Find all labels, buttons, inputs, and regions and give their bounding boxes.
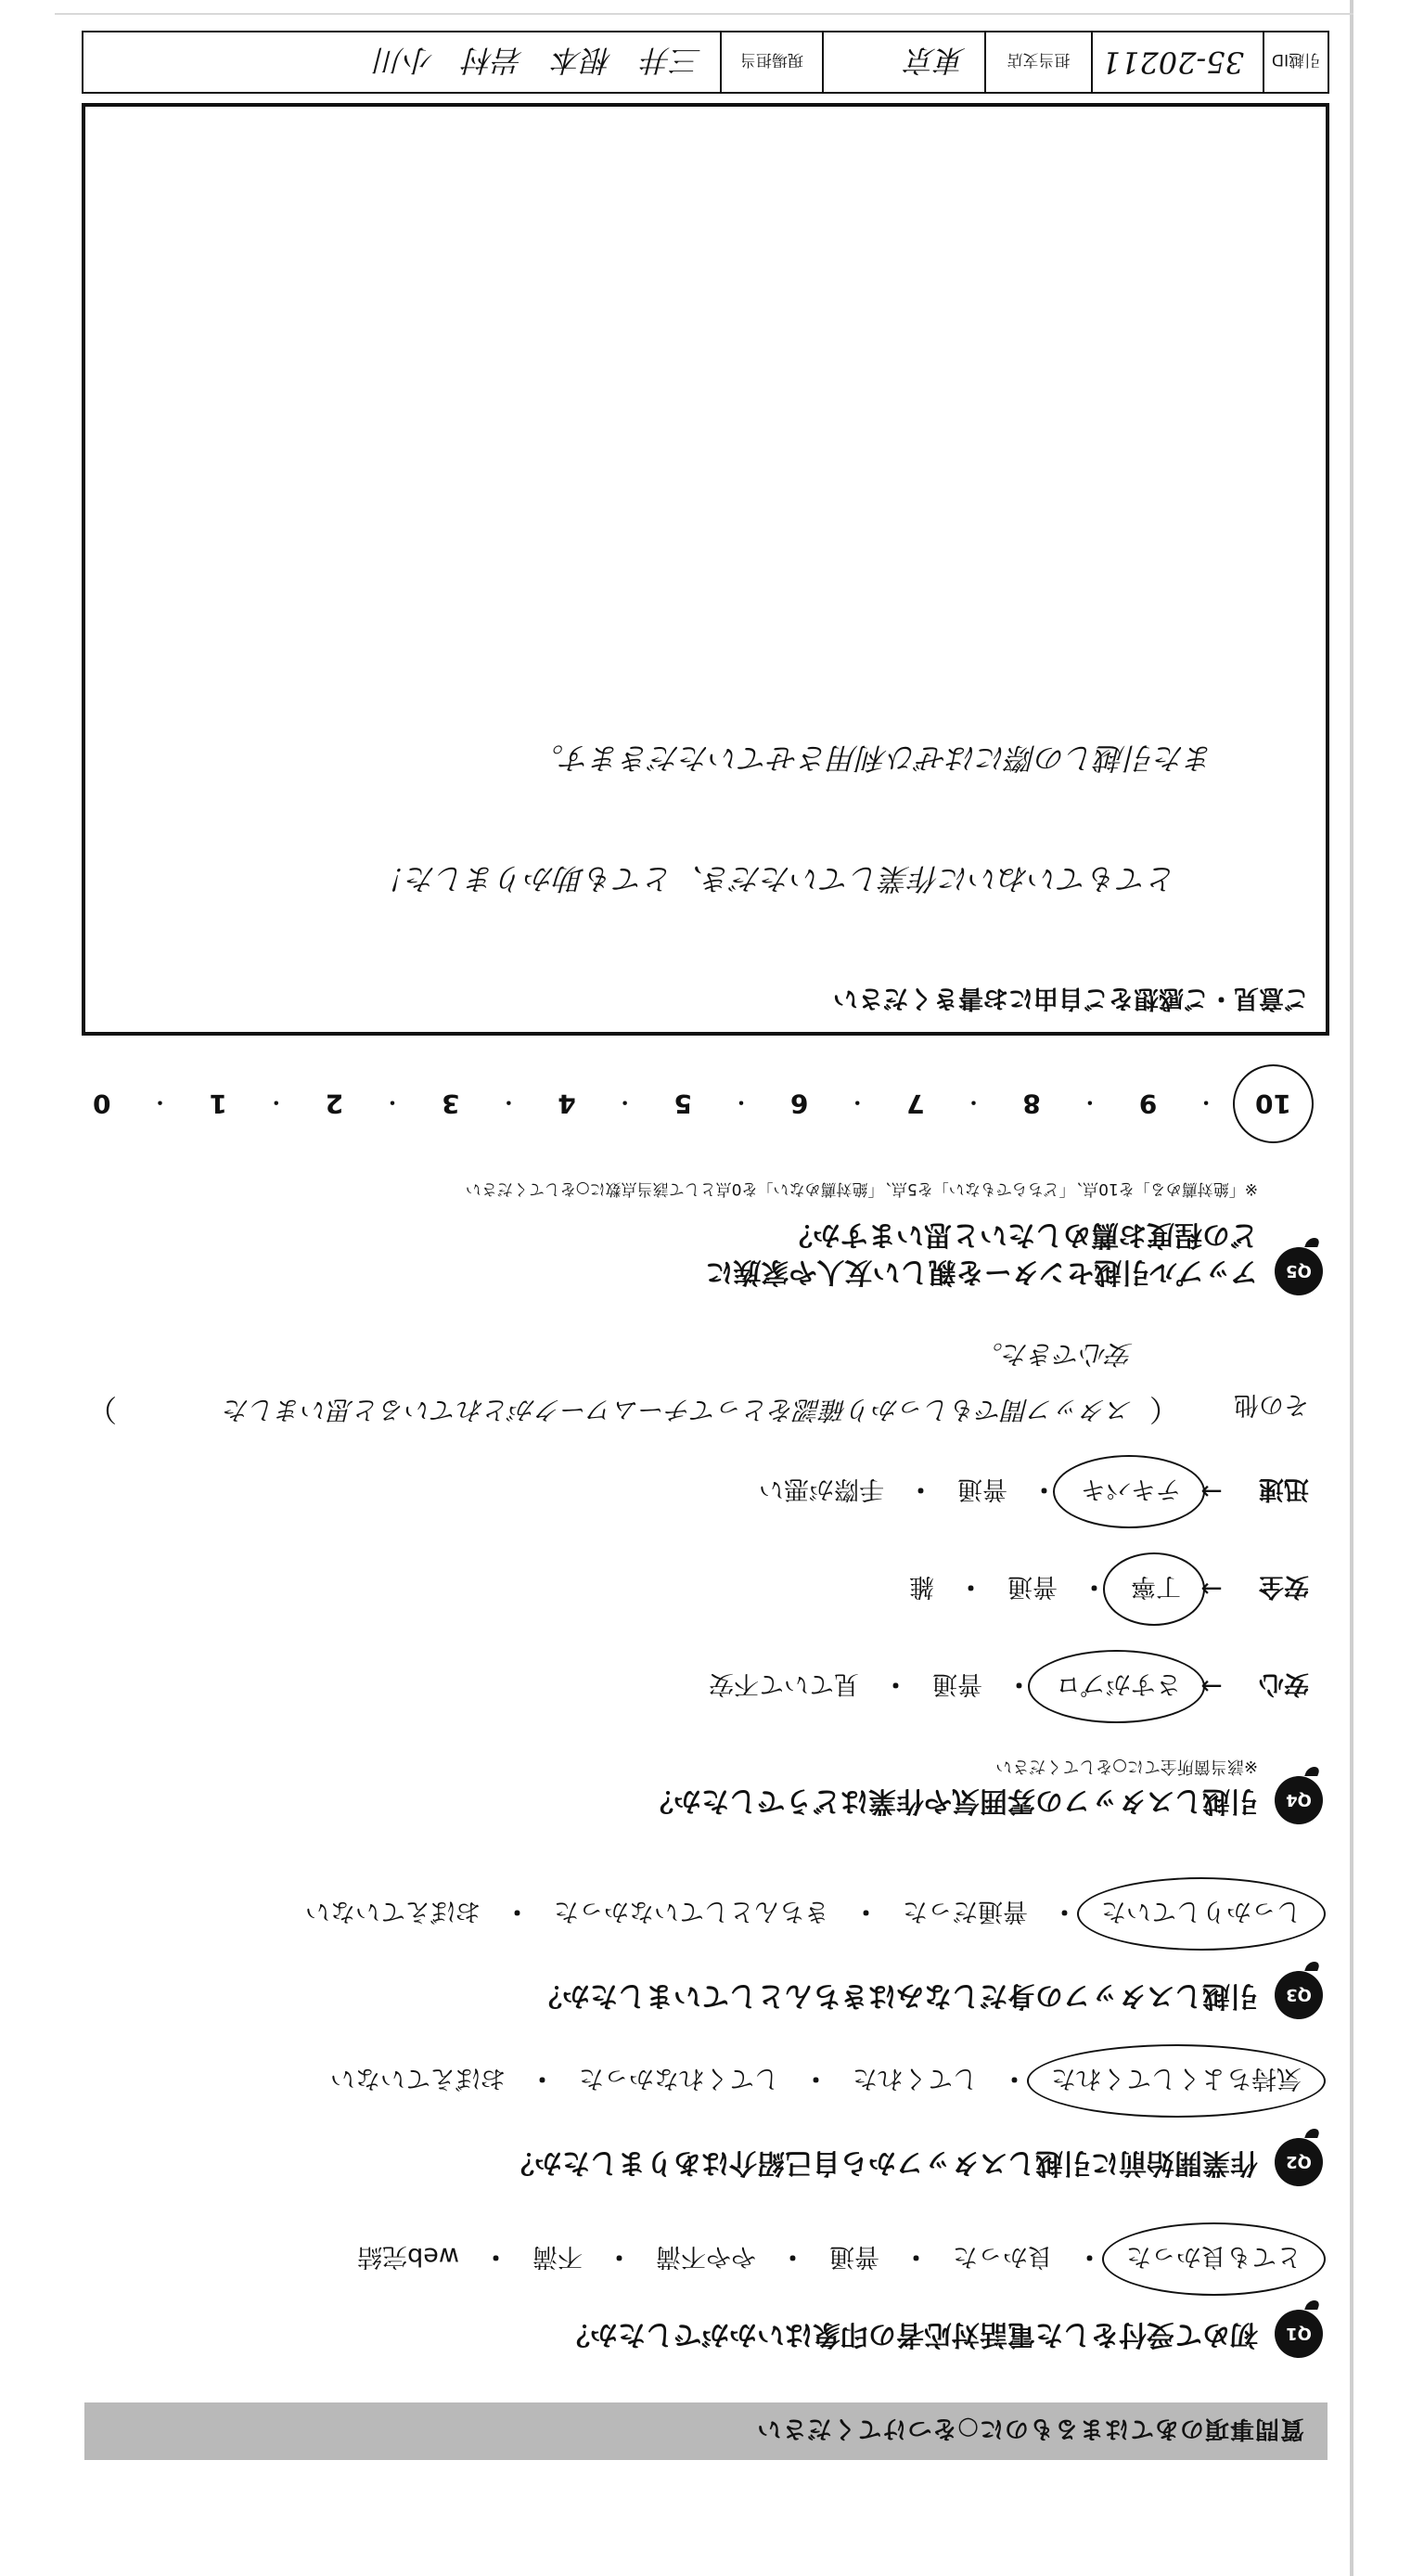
branch-value: 東京 xyxy=(822,32,984,92)
rating-4[interactable]: 4 xyxy=(558,1088,576,1119)
q5-badge: Q5 xyxy=(1275,1247,1323,1295)
rating-5[interactable]: 5 xyxy=(673,1088,693,1119)
q3-option-dont-remember[interactable]: おぼえていない xyxy=(305,1897,481,1926)
comments-handwritten-line-1: とてもていねいに作業していただき、とても助かりました！ xyxy=(377,861,1177,896)
q4-row-label: 安心 xyxy=(1259,1669,1309,1698)
question-1 xyxy=(89,2302,1323,2358)
rating-0[interactable]: 0 xyxy=(93,1088,111,1119)
q4-other-handwritten-2: 安心できた。 xyxy=(976,1339,1133,1370)
q2-option-very-polite[interactable]: 気持ちよくしてくれた xyxy=(1044,2059,1309,2103)
q5-rating-scale: 10 ・ 9 ・ 8 ・ 7 ・ 6 ・ 5 ・ 4 ・ 3 ・ 2 ・ 1 ・ 0 xyxy=(89,1088,1295,1119)
q4-badge: Q4 xyxy=(1275,1776,1323,1824)
staff-label: 現場担当 xyxy=(720,32,822,92)
rating-2[interactable]: 2 xyxy=(325,1088,344,1119)
q5-note: ※「絶対薦める」を10点、「どちらでもない」を5点、「絶対薦めない」を0点として該当点数に○をしてください xyxy=(465,1179,1258,1198)
q5-text-line-2: どの程度お薦めしたいと思いますか？ xyxy=(785,1218,1258,1251)
rating-9[interactable]: 9 xyxy=(1138,1088,1158,1119)
rating-8[interactable]: 8 xyxy=(1022,1088,1041,1119)
q4-other-paren-close: ） xyxy=(86,1392,117,1427)
q4-row-label: 迅速 xyxy=(1259,1475,1309,1503)
q4-option-professional[interactable]: さすがプロ xyxy=(1048,1665,1188,1708)
q2-badge: Q2 xyxy=(1275,2138,1323,2186)
q1-option-very-good[interactable]: とても良かった xyxy=(1119,2237,1309,2281)
rating-6[interactable]: 6 xyxy=(789,1088,809,1119)
q4-option-rough[interactable]: 雑 xyxy=(909,1572,934,1601)
q4-option-clumsy[interactable]: 手際が悪い xyxy=(759,1475,884,1503)
q4-row-speed: 迅速 → テキパキ ・ 普通 ・ 手際が悪い xyxy=(751,1470,1309,1513)
q4-option-normal[interactable]: 普通 xyxy=(932,1669,982,1698)
instructions-banner xyxy=(84,2402,1328,2460)
question-3 xyxy=(89,1964,1323,2019)
q2-options: 気持ちよくしてくれた ・ してくれた ・ してくれなかった ・ おぼえていない xyxy=(323,2059,1309,2103)
q1-option-slightly-dissatisfied[interactable]: やや不満 xyxy=(656,2242,756,2271)
q4-other-paren-open: （ xyxy=(1148,1392,1179,1427)
q2-option-dont-remember[interactable]: おぼえていない xyxy=(330,2064,506,2093)
q3-option-neat[interactable]: しっかりしていた xyxy=(1094,1892,1309,1936)
q1-option-dissatisfied[interactable]: 不満 xyxy=(532,2242,583,2271)
q4-option-normal[interactable]: 普通 xyxy=(1007,1572,1058,1601)
q4-option-uneasy[interactable]: 見ていて不安 xyxy=(709,1669,859,1698)
q4-row-label: 安全 xyxy=(1259,1572,1309,1601)
instructions-text: 質問事項のあてはまるものに○をつけてください xyxy=(756,2415,1304,2443)
comments-handwritten-line-2: また引越しの際にはぜひ利用させていただきます。 xyxy=(533,741,1214,776)
q1-badge: Q1 xyxy=(1275,2310,1323,2358)
q4-row-peace-of-mind: 安心 → さすがプロ ・ 普通 ・ 見ていて不安 xyxy=(701,1665,1309,1708)
rating-7[interactable]: 7 xyxy=(906,1088,925,1119)
q1-option-good[interactable]: 良かった xyxy=(953,2242,1053,2271)
q1-options: とても良かった ・ 良かった ・ 普通 ・ やや不満 ・ 不満 ・ web完結 xyxy=(350,2237,1309,2281)
arrow-right-icon: → xyxy=(1200,1671,1223,1702)
rating-10[interactable]: 10 xyxy=(1251,1088,1295,1119)
q4-option-normal[interactable]: 普通 xyxy=(957,1475,1007,1503)
q4-other-handwritten-1: スタッフ間でもしっかり確認をとってチームワークがとれていると思いました xyxy=(224,1395,1133,1425)
q1-option-web[interactable]: web完結 xyxy=(357,2242,459,2271)
q4-text: 引越しスタッフの雰囲気や作業はどうでしたか？ xyxy=(646,1784,1258,1817)
staff-value: 三井 根本 岩村 小川 xyxy=(374,43,701,78)
q4-row-safety: 安全 → 丁寧 ・ 普通 ・ 雑 xyxy=(902,1567,1309,1611)
q2-option-did[interactable]: してくれた xyxy=(853,2064,978,2093)
question-2 xyxy=(89,2131,1323,2186)
question-4 xyxy=(89,1741,1323,1824)
arrow-right-icon: → xyxy=(1200,1476,1223,1507)
rating-3[interactable]: 3 xyxy=(441,1088,460,1119)
q5-text-line-1: アップル引越センターを親しい友人や家族に xyxy=(705,1256,1258,1288)
q3-options: しっかりしていた ・ 普通だった ・ きちんとしていなかった ・ おぼえていない xyxy=(298,1892,1309,1936)
branch-label: 担当支店 xyxy=(984,32,1091,92)
q4-option-efficient[interactable]: テキパキ xyxy=(1073,1470,1188,1513)
comments-label: ご意見・ご感想をご自由にお書きください xyxy=(833,984,1309,1012)
q4-option-careful[interactable]: 丁寧 xyxy=(1123,1567,1188,1611)
question-5 xyxy=(89,1166,1323,1295)
q2-option-did-not[interactable]: してくれなかった xyxy=(579,2064,779,2093)
comments-box[interactable] xyxy=(82,103,1329,1036)
scan-edge-bottom xyxy=(55,13,1353,15)
q4-other-label: その他 xyxy=(1234,1390,1309,1419)
q3-option-normal[interactable]: 普通だった xyxy=(903,1897,1028,1926)
arrow-right-icon: → xyxy=(1200,1574,1223,1604)
admin-info-row xyxy=(82,31,1329,94)
move-id-label: 引越ID xyxy=(1263,32,1328,92)
q3-badge: Q3 xyxy=(1275,1971,1323,2019)
q2-text: 作業開始前に引越しスタッフから自己紹介はありましたか？ xyxy=(507,2146,1258,2179)
q4-note: ※該当箇所全てに○をしてください xyxy=(995,1757,1258,1776)
scan-edge-left xyxy=(1350,0,1353,2576)
rating-1[interactable]: 1 xyxy=(209,1088,227,1119)
q1-option-normal[interactable]: 普通 xyxy=(829,2242,879,2271)
q1-text: 初めて受付をした電話対応者の印象はいかがでしたか？ xyxy=(562,2318,1258,2351)
move-id-value: 35-20211 xyxy=(1091,32,1263,92)
q3-text: 引越しスタッフの身だしなみはきちんとしていましたか？ xyxy=(534,1979,1258,2012)
q3-option-not-neat[interactable]: きちんとしていなかった xyxy=(554,1897,829,1926)
